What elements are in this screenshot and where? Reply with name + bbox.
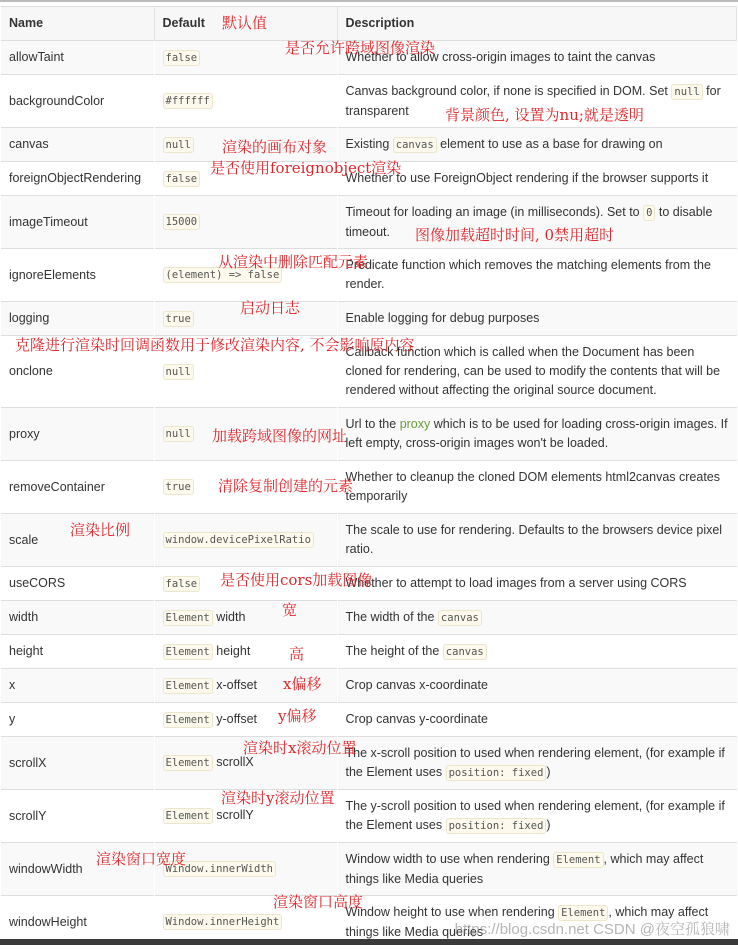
option-name: width bbox=[1, 601, 154, 635]
option-name: windowWidth bbox=[1, 843, 154, 896]
options-table bbox=[1, 6, 737, 949]
option-description bbox=[337, 843, 737, 896]
description-text: Callback function which is called when the Document has been cloned for rendering, can be used to modify the contents that will be rendered without affecting the original source document. bbox=[345, 345, 721, 397]
default-code: 15000 bbox=[163, 214, 201, 230]
option-default bbox=[154, 514, 337, 567]
table-row bbox=[1, 302, 737, 336]
annotation: 默认值 bbox=[222, 14, 268, 32]
option-description bbox=[337, 790, 737, 843]
description-text: Whether to attempt to load images from a server using CORS bbox=[345, 576, 687, 590]
annotation: 渲染比例 bbox=[70, 521, 131, 539]
default-code: false bbox=[163, 576, 201, 592]
description-text: The width of the bbox=[345, 609, 438, 624]
option-name: useCORS bbox=[1, 567, 154, 601]
option-name: scale bbox=[1, 514, 154, 567]
description-text: element to use as a base for drawing on bbox=[436, 136, 663, 151]
annotation: 是否允许跨域图像渲染 bbox=[285, 39, 436, 57]
annotation: 渲染窗口高度 bbox=[273, 893, 364, 911]
description-text: Crop canvas x-coordinate bbox=[345, 678, 488, 692]
option-description bbox=[337, 302, 737, 336]
default-code: null bbox=[163, 426, 194, 442]
option-description bbox=[337, 249, 737, 302]
default-code: Element bbox=[163, 678, 213, 694]
description-text: Whether to allow cross-origin images to taint the canvas bbox=[345, 50, 656, 64]
description-text: The y-scroll position to used when rendering element, (for example if the Element uses bbox=[345, 798, 725, 832]
annotation: 渲染窗口宽度 bbox=[96, 850, 187, 868]
inline-code: canvas bbox=[438, 610, 482, 626]
description-text: for transparent bbox=[345, 83, 721, 118]
option-description bbox=[337, 635, 737, 669]
inline-code: canvas bbox=[393, 137, 437, 153]
description-text: Window height to use when rendering bbox=[345, 904, 559, 919]
option-description bbox=[337, 737, 737, 790]
default-text: height bbox=[212, 643, 251, 658]
table-header bbox=[1, 7, 737, 41]
option-name: scrollX bbox=[1, 737, 154, 790]
default-code: (element) => false bbox=[163, 267, 283, 283]
option-description bbox=[337, 703, 737, 737]
proxy-link[interactable]: proxy bbox=[399, 417, 431, 431]
option-name: removeContainer bbox=[1, 461, 154, 514]
description-text: , which may affect things like Media queries bbox=[345, 851, 704, 886]
header-default: Default bbox=[154, 7, 337, 41]
option-name: windowHeight bbox=[1, 896, 154, 949]
option-default bbox=[154, 635, 337, 669]
annotation: 渲染的画布对象 bbox=[222, 138, 328, 156]
description-text: Existing bbox=[345, 136, 393, 151]
option-description bbox=[337, 461, 737, 514]
option-default bbox=[154, 601, 337, 635]
header-description: Description bbox=[337, 7, 737, 41]
annotation: 高 bbox=[289, 645, 305, 663]
top-border bbox=[0, 0, 738, 2]
table-row bbox=[1, 669, 737, 703]
option-name: ignoreElements bbox=[1, 249, 154, 302]
description-text: The x-scroll position to used when rendering element, (for example if the Element uses bbox=[345, 745, 725, 779]
description-text: Timeout for loading an image (in milliseconds). Set to bbox=[345, 204, 644, 219]
default-code: Element bbox=[163, 644, 213, 660]
annotation: 背景颜色, 设置为nu;就是透明 bbox=[445, 106, 644, 124]
description-text: Crop canvas y-coordinate bbox=[345, 712, 488, 726]
description-text: , which may affect things like Media queries bbox=[345, 904, 709, 939]
description-text: Whether to cleanup the cloned DOM elements html2canvas creates temporarily bbox=[345, 470, 720, 503]
inline-code: canvas bbox=[443, 644, 487, 660]
option-name: imageTimeout bbox=[1, 196, 154, 249]
table-row bbox=[1, 790, 737, 843]
description-text: to disable timeout. bbox=[345, 204, 713, 239]
description-text: ) bbox=[546, 764, 551, 779]
default-code: Element bbox=[163, 712, 213, 728]
default-text: x-offset bbox=[212, 677, 257, 692]
default-code: Element bbox=[163, 755, 213, 771]
description-text: ) bbox=[546, 817, 551, 832]
table-row bbox=[1, 196, 737, 249]
option-description bbox=[337, 601, 737, 635]
option-name: canvas bbox=[1, 128, 154, 162]
default-code: window.devicePixelRatio bbox=[163, 532, 314, 548]
default-code: Window.innerWidth bbox=[163, 861, 276, 877]
taskbar bbox=[0, 939, 738, 945]
inline-code: position: fixed bbox=[446, 765, 547, 781]
description-text: The scale to use for rendering. Defaults to the browsers device pixel ratio. bbox=[345, 523, 723, 556]
option-name: height bbox=[1, 635, 154, 669]
option-name: scrollY bbox=[1, 790, 154, 843]
default-text: scrollY bbox=[212, 808, 254, 822]
option-name: allowTaint bbox=[1, 41, 154, 75]
table-row bbox=[1, 408, 737, 461]
annotation: 加载跨域图像的网址 bbox=[212, 427, 348, 445]
option-description bbox=[337, 669, 737, 703]
default-code: #ffffff bbox=[163, 93, 213, 109]
annotation: 从渲染中删除匹配元素 bbox=[218, 253, 369, 271]
description-text: which is to be used for loading cross-origin images. If left empty, cross-origin images won't be loaded. bbox=[345, 417, 728, 450]
annotation: 是否使用foreignobject渲染 bbox=[210, 159, 402, 177]
annotation: 图像加载超时时间, 0禁用超时 bbox=[415, 226, 615, 244]
option-name: x bbox=[1, 669, 154, 703]
option-name: backgroundColor bbox=[1, 75, 154, 128]
default-code: false bbox=[163, 171, 201, 187]
description-text: Whether to use ForeignObject rendering if the browser supports it bbox=[345, 171, 709, 185]
watermark: https://blog.csdn.net CSDN @夜空孤狼啸 bbox=[454, 921, 730, 938]
default-text: scrollX bbox=[212, 755, 254, 769]
option-default bbox=[154, 75, 337, 128]
annotation: 渲染时x滚动位置 bbox=[243, 739, 357, 757]
inline-code: Element bbox=[558, 905, 608, 921]
table-row bbox=[1, 461, 737, 514]
option-name: y bbox=[1, 703, 154, 737]
default-text: y-offset bbox=[212, 711, 257, 726]
annotation: 克隆进行渲染时回调函数用于修改渲染内容, 不会影响原内容 bbox=[15, 336, 415, 354]
table-row bbox=[1, 703, 737, 737]
description-text: The height of the bbox=[345, 643, 443, 658]
option-default bbox=[154, 196, 337, 249]
header-name: Name bbox=[1, 7, 154, 41]
default-code: Element bbox=[163, 610, 213, 626]
option-description bbox=[337, 514, 737, 567]
annotation: 宽 bbox=[282, 601, 298, 619]
table-row bbox=[1, 249, 737, 302]
default-code: Window.innerHeight bbox=[163, 914, 283, 930]
option-name: logging bbox=[1, 302, 154, 336]
table-row bbox=[1, 635, 737, 669]
description-text: Window width to use when rendering bbox=[345, 851, 554, 866]
option-description bbox=[337, 567, 737, 601]
description-text: Canvas background color, if none is specified in DOM. Set bbox=[345, 83, 672, 98]
description-text: Enable logging for debug purposes bbox=[345, 311, 540, 325]
default-code: null bbox=[163, 364, 194, 380]
inline-code: position: fixed bbox=[446, 818, 547, 834]
table-row bbox=[1, 737, 737, 790]
inline-code: Element bbox=[553, 852, 603, 868]
table-row bbox=[1, 601, 737, 635]
annotation: 清除复制创建的元素 bbox=[218, 477, 354, 495]
option-name: proxy bbox=[1, 408, 154, 461]
annotation: 是否使用cors加载图像 bbox=[220, 571, 373, 589]
default-code: false bbox=[163, 50, 201, 66]
annotation: 启动日志 bbox=[240, 299, 301, 317]
option-description bbox=[337, 408, 737, 461]
default-code: Element bbox=[163, 808, 213, 824]
annotation: y偏移 bbox=[278, 707, 317, 725]
option-name: foreignObjectRendering bbox=[1, 162, 154, 196]
annotation: 渲染时y滚动位置 bbox=[221, 789, 335, 807]
description-text: Url to the bbox=[345, 417, 400, 431]
option-name: onclone bbox=[1, 336, 154, 408]
inline-code: 0 bbox=[643, 205, 655, 221]
default-code: null bbox=[163, 137, 194, 153]
inline-code: null bbox=[671, 84, 702, 100]
default-code: true bbox=[163, 311, 194, 327]
default-code: true bbox=[163, 479, 194, 495]
default-text: width bbox=[212, 609, 246, 624]
description-text: Predicate function which removes the matching elements from the render. bbox=[345, 258, 711, 291]
annotation: x偏移 bbox=[283, 675, 322, 693]
